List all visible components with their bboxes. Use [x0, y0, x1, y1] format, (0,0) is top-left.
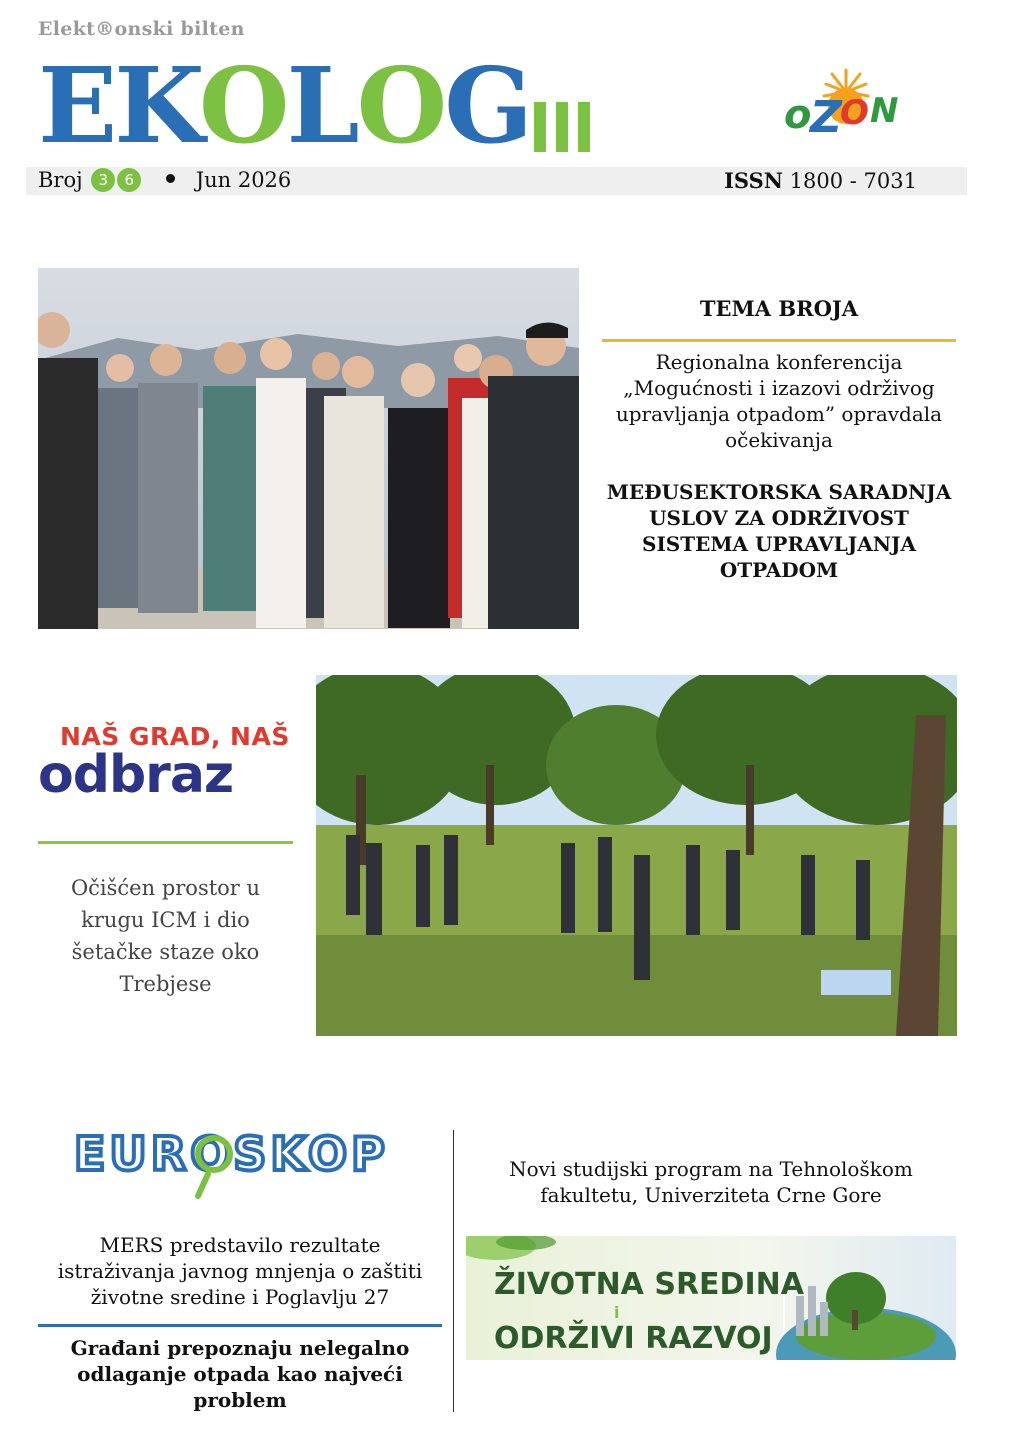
odbraz-article-text[interactable]: Očišćen prostor u krugu ICM i dio šetačke staze oko Trebjese	[70, 876, 261, 996]
banner-line2: i	[614, 1303, 620, 1322]
odbraz-logo-line1: NAŠ GRAD, NAŠ	[60, 722, 290, 751]
yellow-divider	[602, 339, 956, 342]
nas-grad-nas-odbraz-logo	[38, 724, 298, 804]
logo-bars-icon	[534, 102, 600, 152]
logo-letter-o2: O	[356, 44, 445, 167]
logo-letter-k: K	[114, 44, 199, 167]
issue-date: Jun 2026	[195, 168, 292, 192]
gradjani-headline[interactable]: Građani prepoznaju nelegalno odlaganje otpada kao najveći problem	[70, 1336, 410, 1412]
euroskop-logo	[74, 1122, 410, 1212]
conference-photo[interactable]	[38, 268, 579, 629]
ekolog-logo	[38, 44, 658, 167]
banner-line3: ODRŽIVI RAZVOJ	[494, 1321, 773, 1356]
feature-headline[interactable]: MEĐUSEKTORSKA SARADNJA USLOV ZA ODRŽIVOST SISTEMA UPRAVLJANJA OTPADOM	[606, 480, 952, 582]
bullet-icon	[166, 174, 175, 183]
issue-label: Broj	[38, 168, 83, 192]
svg-text:N: N	[870, 91, 899, 131]
ozon-logo	[784, 62, 904, 150]
euroskop-logo-text: EUROSKOP	[74, 1127, 389, 1181]
park-cleanup-photo[interactable]	[316, 675, 957, 1036]
column-divider	[453, 1130, 454, 1412]
issue-digit-3: 3	[91, 168, 115, 192]
blue-divider	[38, 1324, 442, 1327]
svg-text:o: o	[784, 92, 812, 138]
green-divider	[38, 841, 293, 844]
odbraz-logo-line2: odbraz	[38, 745, 234, 805]
svg-text:O: O	[840, 93, 869, 133]
zivotna-sredina-banner[interactable]	[466, 1236, 956, 1360]
svg-text:Z: Z	[810, 92, 842, 143]
logo-letter-l: L	[286, 44, 357, 167]
bulletin-supertitle: Elekt®onski bilten	[38, 18, 245, 40]
section-title: TEMA BROJA	[699, 296, 859, 321]
issn-value: 1800 - 7031	[789, 169, 917, 193]
faculty-article-text[interactable]: Novi studijski program na Tehnološkom fakultetu, Univerziteta Crne Gore	[509, 1157, 913, 1207]
issue-digit-6: 6	[117, 168, 141, 192]
logo-letter-o: O	[198, 44, 287, 167]
logo-letter-g: G	[444, 44, 531, 167]
issn-label: ISSN	[724, 168, 783, 193]
feature-subtitle[interactable]: Regionalna konferencija „Mogućnosti i izazovi održivog upravljanja otpadom” opravdala očekivanja	[615, 350, 943, 452]
mers-article-text[interactable]: MERS predstavilo rezultate istraživanja javnog mnjenja o zaštiti životne sredine i Poglavlju 27	[57, 1233, 423, 1309]
banner-line1: ŽIVOTNA SREDINA	[494, 1267, 804, 1302]
issue-info-bar	[26, 167, 967, 195]
logo-letter-e: E	[38, 44, 115, 167]
